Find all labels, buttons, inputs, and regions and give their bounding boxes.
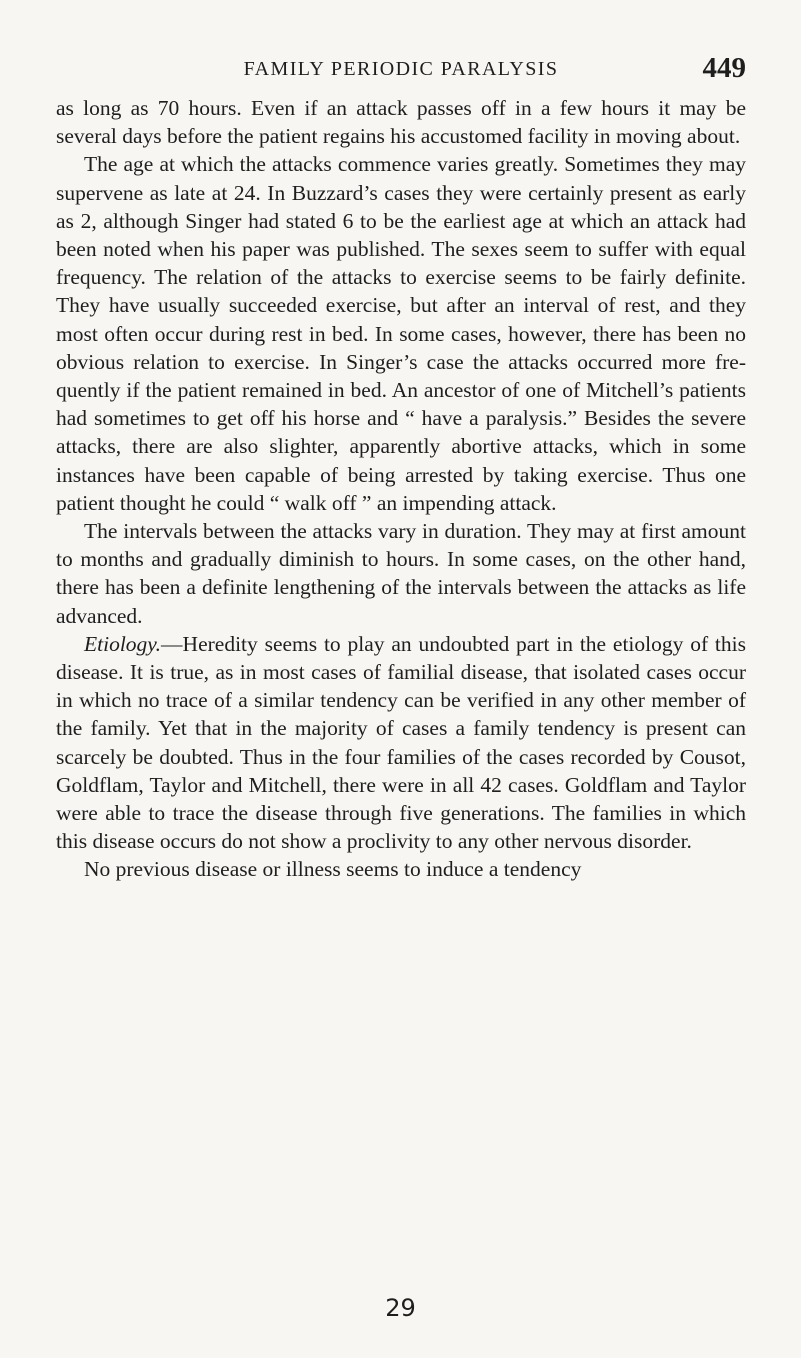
running-head <box>56 52 746 86</box>
paragraph-intervals: The intervals between the attacks vary in duration. They may at first amount to months and gradually diminish to hours. In some cases, on the other hand, there has been a definite lengthening of the intervals between the attacks as life advanced. <box>56 519 746 628</box>
paragraph-continued: as long as 70 hours. Even if an attack passes off in a few hours it may be several days before the patient regains his accustomed facility in moving about. <box>56 96 746 149</box>
section-heading-etiology: Etiology. <box>84 631 162 656</box>
paragraph-previous-disease: No previous disease or illness seems to induce a tendency <box>84 857 582 882</box>
paragraph-etiology <box>56 630 746 856</box>
page-number: 449 <box>702 52 746 84</box>
paragraph-age-of-onset: The age at which the attacks commence varies greatly. Sometimes they may supervene as late at 24. In Buzzard’s cases they were certainly present as early as 2, although Singer had stated 6 to be the earliest age at which an attack had been noted when his paper was published. The sexes seem to suffer with equal frequency. The relation of the attacks to exercise seems to be fairly definite. They have usually succeeded exercise, but after an interval of rest, and they most often occur during rest in bed. In some cases, however, there has been no obvious relation to exercise. In Singer’s case the attacks occurred more fre- quently if the patient remained in bed. An ancestor of one of Mitchell’s patients had sometimes to get off his horse and “ have a paralysis.” Besides the severe attacks, there are also slighter, apparently abortive attacks, which in some instances have been capable of being arrested by taking exercise. Thus one patient thought he could “ walk off ” an impending attack. <box>56 152 746 515</box>
body-text <box>56 94 746 884</box>
signature-mark: 29 <box>385 1294 416 1322</box>
running-head-title: FAMILY PERIODIC PARALYSIS <box>243 58 559 80</box>
etiology-text: —Heredity seems to play an undoubted part in the etiology of this disease. It is true, as in most cases of familial disease, that isolated cases occur in which no trace of a similar tendency can be verified in any other member of the family. Yet that in the majority of cases a family tendency is present can scarcely be doubted. Thus in the four families of the cases recorded by Cousot, Goldflam, Taylor and Mitchell, there were in all 42 cases. Goldflam and Taylor were able to trace the disease through five generations. The families in which this disease occurs do not show a proclivity to any other nervous disorder. <box>56 631 746 854</box>
